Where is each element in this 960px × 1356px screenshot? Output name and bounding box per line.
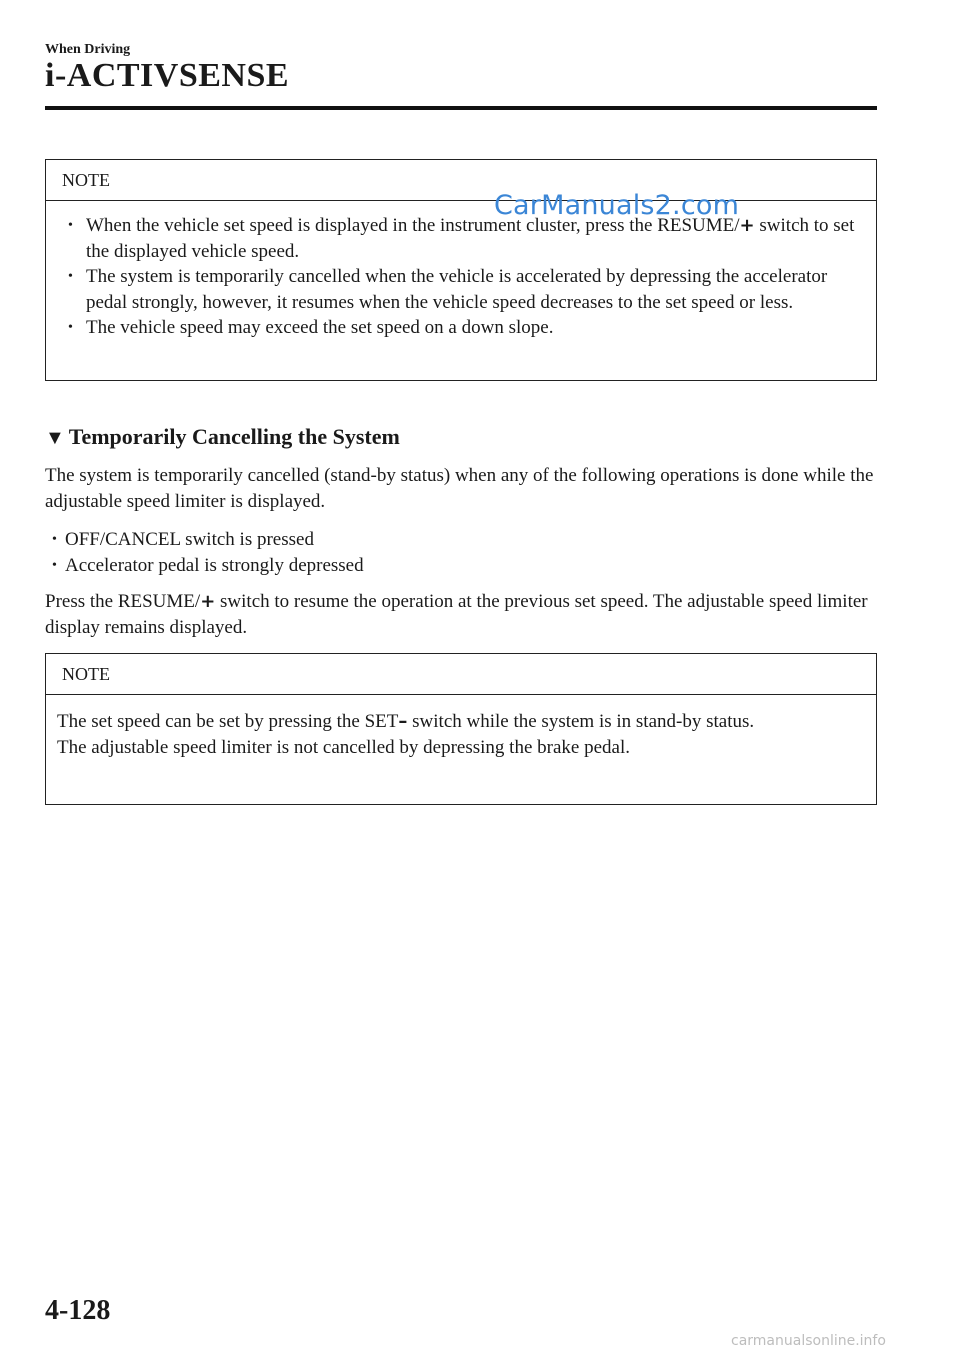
note-body (46, 695, 876, 774)
minus-icon: – (398, 711, 408, 732)
note-list (46, 201, 876, 355)
resume-paragraph: Press the RESUME/+ switch to resume the operation at the previous set speed. The adjustable speed limiter display remains displayed. (45, 591, 868, 638)
section-heading: ▼ Temporarily Cancelling the System (45, 424, 400, 449)
note-heading: NOTE (46, 654, 876, 695)
note-item: • The system is temporarily cancelled when the vehicle is accelerated by depressing the accelerator pedal strongly, however, it resumes when the vehicle speed decreases to the set speed or less. (62, 264, 866, 315)
plus-icon: + (200, 591, 216, 612)
note-line: The adjustable speed limiter is not cancelled by depressing the brake pedal. (57, 736, 630, 758)
note-box-1 (45, 159, 877, 381)
header-section-label: When Driving (45, 42, 131, 57)
list-item: • Accelerator pedal is strongly depressed (52, 553, 364, 579)
list-item: • OFF/CANCEL switch is pressed (52, 527, 364, 553)
section-intro: The system is temporarily cancelled (stand-by status) when any of the following operations is done while the adjustable speed limiter is displayed. (45, 465, 874, 512)
condition-list (52, 527, 364, 578)
watermark-logo: CarManuals2.com (494, 190, 740, 221)
page-number: 4-128 (45, 1295, 111, 1326)
page-title: i-ACTIVSENSE (45, 57, 290, 94)
plus-icon: + (739, 215, 755, 236)
header-divider (45, 106, 877, 110)
footer-watermark: carmanualsonline.info (731, 1333, 886, 1349)
note-item: • The vehicle speed may exceed the set speed on a down slope. (62, 315, 866, 341)
note-item: • When the vehicle set speed is displayed in the instrument cluster, press the RESUME/+ switch to set the displayed vehicle speed. (62, 213, 866, 264)
note-box-2 (45, 653, 877, 805)
triangle-down-icon: ▼ (45, 427, 65, 449)
note-body (46, 201, 876, 355)
note-heading: NOTE (46, 160, 876, 201)
note-line: The set speed can be set by pressing the SET– switch while the system is in stand-by status. (57, 711, 755, 732)
